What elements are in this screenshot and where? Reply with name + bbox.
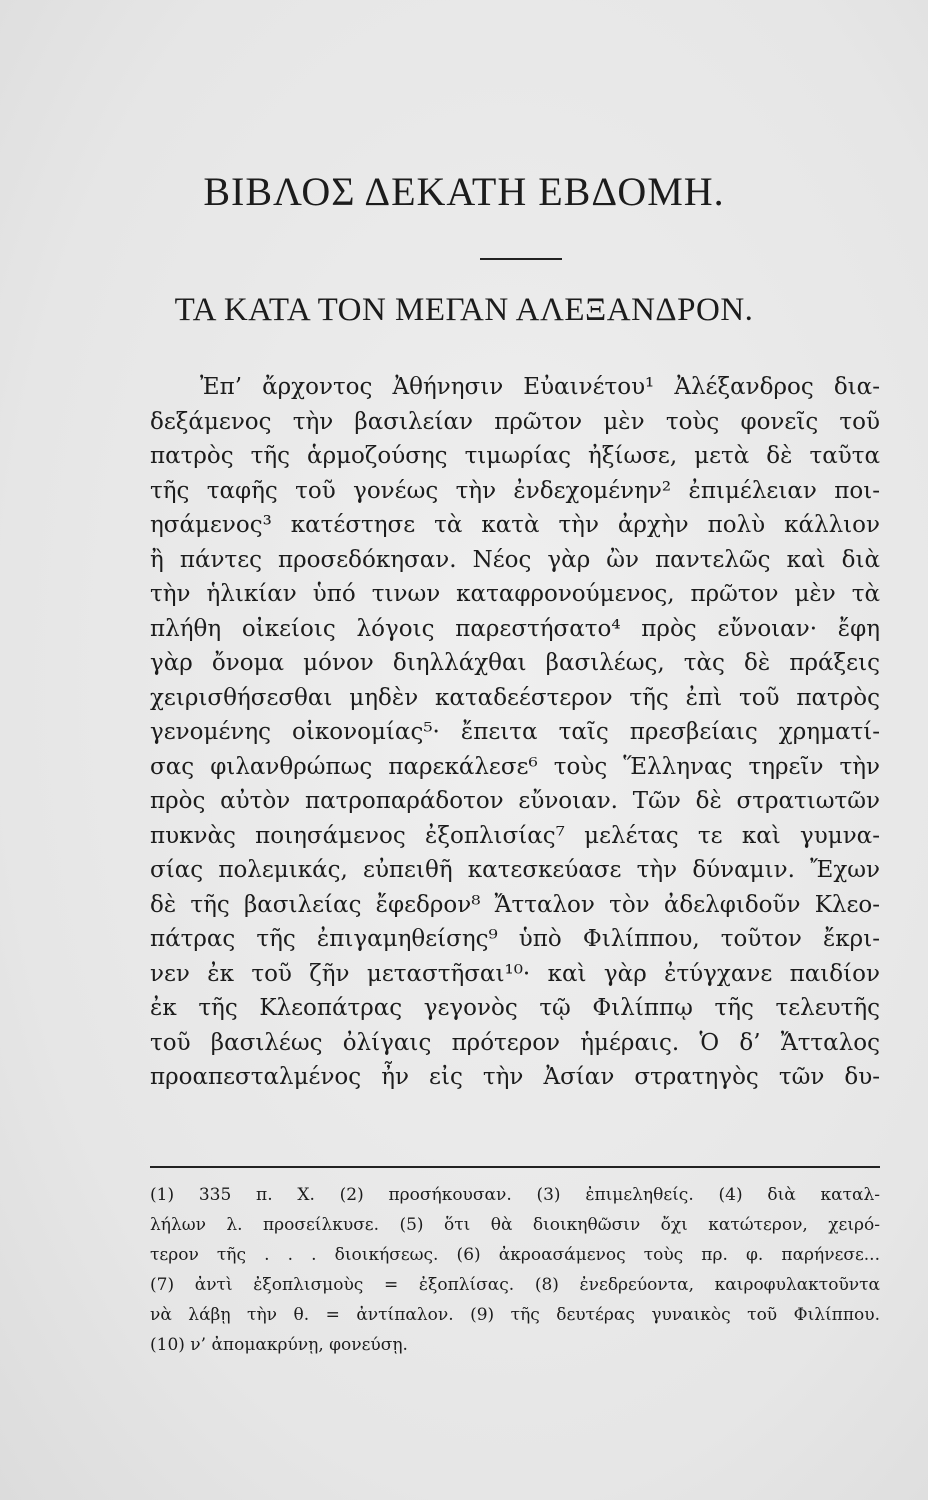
footnote-line: (10) ν’ ἀπομακρύνῃ, φονεύσῃ. <box>150 1335 408 1355</box>
text-line: ησάμενος³ κατέστησε τὰ κατὰ τὴν ἀρχὴν πολὺ κάλλιον <box>150 512 880 538</box>
text-line: σας φιλανθρώπως παρεκάλεσε⁶ τοὺς Ἕλληνας τηρεῖν τὴν <box>150 753 880 780</box>
text-line: τὴν ἡλικίαν ὑπό τινων καταφρονούμενος, πρῶτον μὲν τὰ <box>150 581 880 607</box>
title-divider <box>480 258 562 260</box>
chapter-subtitle: ΤΑ ΚΑΤΑ ΤΟΝ ΜΕΓΑΝ ΑΛΕΞΑΝΔΡΟΝ. <box>174 292 754 328</box>
footnote-line: (7) ἀντὶ ἐξοπλισμοὺς = ἐξοπλίσας. (8) ἐνεδρεύοντα, καιροφυλακτοῦντα <box>150 1275 880 1295</box>
text-line: γενομένης οἰκονομίας⁵· ἔπειτα ταῖς πρεσβείαις χρηματί- <box>150 719 880 745</box>
text-line: πρὸς αὐτὸν πατροπαράδοτον εὔνοιαν. Τῶν δὲ στρατιωτῶν <box>150 788 880 814</box>
footnote-line: (1) 335 π. Χ. (2) προσήκουσαν. (3) ἐπιμεληθείς. (4) διὰ καταλ- <box>150 1185 880 1205</box>
text-line: σίας πολεμικάς, εὐπειθῆ κατεσκεύασε τὴν δύναμιν. Ἔχων <box>150 857 880 883</box>
footnote-line: λήλων λ. προσείλκυσε. (5) ὅτι θὰ διοικηθῶσιν ὄχι κατώτερον, χειρό- <box>150 1215 880 1235</box>
text-line: πατρὸς τῆς ἁρμοζούσης τιμωρίας ἠξίωσε, μετὰ δὲ ταῦτα <box>150 443 880 469</box>
text-line: γὰρ ὄνομα μόνον διηλλάχθαι βασιλέως, τὰς δὲ πράξεις <box>150 650 880 676</box>
body-text <box>150 370 880 1095</box>
footnote-divider <box>150 1166 880 1168</box>
book-title: ΒΙΒΛΟΣ ΔΕΚΑΤΗ ΕΒΔΟΜΗ. <box>203 169 725 214</box>
text-line: πάτρας τῆς ἐπιγαμηθείσης⁹ ὑπὸ Φιλίππου, τοῦτον ἔκρι- <box>150 926 880 952</box>
text-line: χειρισθήσεσθαι μηδὲν καταδεέστερον τῆς ἐπὶ τοῦ πατρὸς <box>150 684 880 711</box>
text-line: τοῦ βασιλέως ὀλίγαις πρότερον ἡμέραις. Ὁ δ’ Ἄτταλος <box>150 1029 880 1056</box>
text-line: δεξάμενος τὴν βασιλείαν πρῶτον μὲν τοὺς φονεῖς τοῦ <box>150 408 880 435</box>
text-line: Ἐπ’ ἄρχοντος Ἀθήνησιν Εὐαινέτου¹ Ἀλέξανδρος δια- <box>200 374 880 400</box>
text-line: ἢ πάντες προσεδόκησαν. Νέος γὰρ ὢν παντελῶς καὶ διὰ <box>150 546 880 573</box>
text-line: πυκνὰς ποιησάμενος ἐξοπλισίας⁷ μελέτας τε καὶ γυμνα- <box>150 822 880 849</box>
text-line: πλήθη οἰκείοις λόγοις παρεστήσατο⁴ πρὸς εὔνοιαν· ἔφη <box>150 615 880 642</box>
footnotes <box>150 1180 880 1360</box>
footnote-line: νὰ λάβῃ τὴν θ. = ἀντίπαλον. (9) τῆς δευτέρας γυναικὸς τοῦ Φιλίππου. <box>150 1305 880 1325</box>
text-line: τῆς ταφῆς τοῦ γονέως τὴν ἐνδεχομένην² ἐπιμέλειαν ποι- <box>150 477 880 504</box>
text-line: προαπεσταλμένος ἦν εἰς τὴν Ἀσίαν στρατηγὸς τῶν δυ- <box>150 1064 880 1090</box>
text-line: ἐκ τῆς Κλεοπάτρας γεγονὸς τῷ Φιλίππῳ τῆς τελευτῆς <box>150 995 880 1021</box>
text-line: νεν ἐκ τοῦ ζῆν μεταστῆσαι¹⁰· καὶ γὰρ ἐτύγχανε παιδίον <box>150 960 880 987</box>
text-line: δὲ τῆς βασιλείας ἔφεδρον⁸ Ἄτταλον τὸν ἀδελφιδοῦν Κλεο- <box>150 891 880 918</box>
footnote-line: τερον τῆς . . . διοικήσεως. (6) ἀκροασάμενος τοὺς πρ. φ. παρήνεσε... <box>150 1245 880 1265</box>
